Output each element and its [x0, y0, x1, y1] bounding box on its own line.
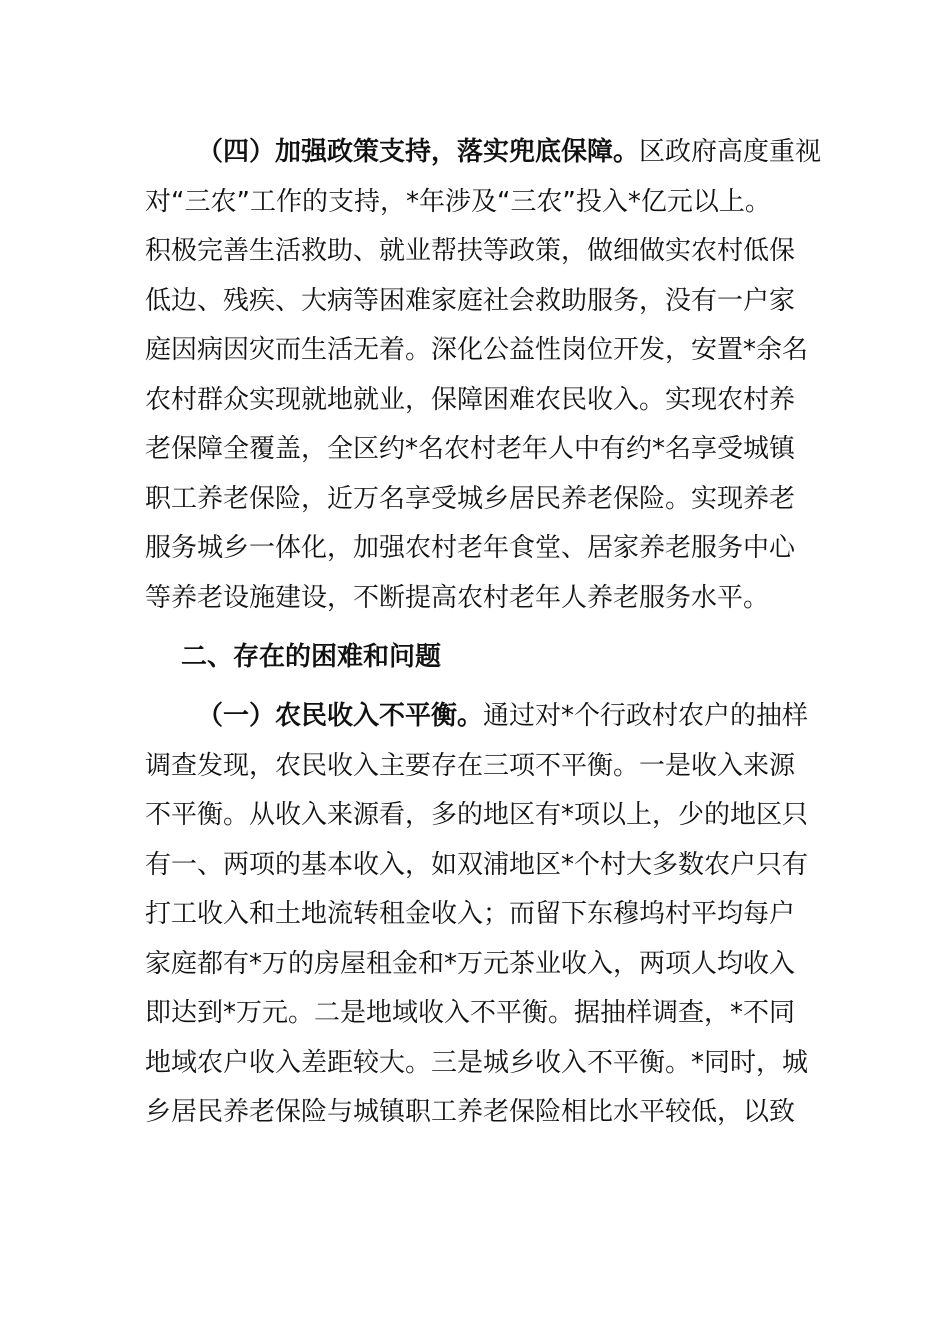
paragraph-first-line — [145, 128, 835, 178]
paragraph-first-line — [145, 692, 835, 742]
paragraph-income-imbalance — [145, 692, 835, 1138]
paragraph-line: 地域农户收入差距较大。三是城乡收入不平衡。*同时，城 — [145, 1047, 809, 1078]
paragraph-line: 等养老设施建设，不断提高农村老年人养老服务水平。 — [145, 582, 770, 613]
paragraph-line: 低边、残疾、大病等困难家庭社会救助服务，没有一户家 — [145, 285, 796, 316]
paragraph-heading: （一）农民收入不平衡。 — [197, 701, 484, 731]
paragraph-line: 庭因病因灾而生活无着。深化公益性岗位开发，安置*余名 — [145, 335, 809, 365]
paragraph-line: 家庭都有*万的房屋租金和*万元茶业收入，两项人均收入 — [145, 948, 796, 979]
paragraph-line: 积极完善生活救助、就业帮扶等政策，做细做实农村低保 — [145, 236, 796, 266]
paragraph-line: 职工养老保险，近万名享受城乡居民养老保险。实现养老 — [145, 483, 796, 514]
paragraph-line: 农村群众实现就地就业，保障困难农民收入。实现农村养 — [145, 384, 796, 415]
paragraph-heading: （四）加强政策支持，落实兜底保障。 — [197, 137, 640, 167]
section-title: 二、存在的困难和问题 — [181, 642, 442, 672]
section-heading-block — [145, 633, 835, 683]
paragraph-line: 老保障全覆盖，全区约*名农村老年人中有约*名享受城镇 — [145, 434, 796, 464]
paragraph-line: 即达到*万元。二是地域收入不平衡。据抽样调查，*不同 — [145, 998, 796, 1028]
paragraph-line: 服务城乡一体化，加强农村老年食堂、居家养老服务中心 — [145, 533, 796, 563]
paragraph-line: 有一、两项的基本收入，如双浦地区*个村大多数农户只有 — [145, 849, 809, 880]
paragraph-line: 对“三农”工作的支持，*年涉及“三农”投入*亿元以上。 — [145, 186, 771, 217]
paragraph-line: 打工收入和土地流转租金收入；而留下东穆坞村平均每户 — [145, 899, 796, 929]
paragraph-text: 通过对*个行政村农户的抽样 — [483, 701, 809, 731]
paragraph-line: 调查发现，农民收入主要存在三项不平衡。一是收入来源 — [145, 750, 796, 781]
paragraph-policy-support — [145, 128, 835, 623]
paragraph-line: 不平衡。从收入来源看，多的地区有*项以上，少的地区只 — [145, 800, 809, 830]
paragraph-line: 乡居民养老保险与城镇职工养老保险相比水平较低，以致 — [145, 1097, 796, 1127]
paragraph-text: 区政府高度重视 — [639, 137, 822, 167]
